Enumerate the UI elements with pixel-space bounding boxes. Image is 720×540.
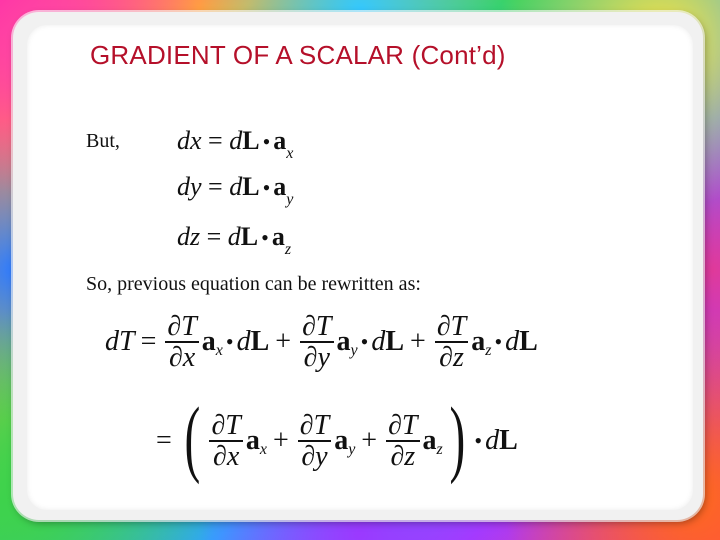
partial-y-fraction-2: $\frac{\partial T}{\partial y}$ <box>299 409 330 472</box>
partial-x-fraction-2: $\frac{\partial T}{\partial x}$ <box>211 409 241 472</box>
conclusion-text: So, previous equation can be rewritten as: <box>86 273 421 295</box>
right-paren: ) <box>449 389 465 485</box>
gradient-expansion-line1: dT = $\frac{\partial T}{\partial x}$ a x • d L + $\frac{\partial T}{\partial y}$ a y • d L + $\frac{\partial T}{\partial z}$ a z • d L <box>105 311 538 374</box>
partial-y-fraction: $\frac{\partial T}{\partial y}$ <box>302 311 332 374</box>
equation-dz: dz = dL • $a_z$ <box>177 222 292 258</box>
slide-title: GRADIENT OF A SCALAR (Cont’d) <box>90 40 506 70</box>
intro-text: But, <box>86 130 120 152</box>
left-paren: ( <box>184 389 200 485</box>
equation-dx: dx = dL • $a_x$ <box>177 126 294 162</box>
partial-z-fraction: $\frac{\partial T}{\partial z}$ <box>436 311 467 374</box>
equation-dy: dy = dL • $a_y$ <box>177 172 294 208</box>
gradient-expansion-line2: = ( $\frac{\partial T}{\partial x}$ a x + $\frac{\partial T}{\partial y}$ a y + $\frac{\partial T}{\partial z}$ a z ) • d L <box>156 389 518 485</box>
partial-z-fraction-2: $\frac{\partial T}{\partial z}$ <box>388 409 418 472</box>
partial-x-fraction: $\frac{\partial T}{\partial x}$ <box>167 311 197 374</box>
